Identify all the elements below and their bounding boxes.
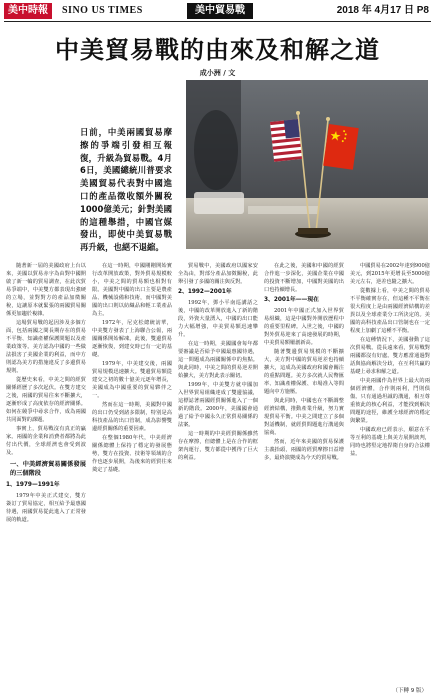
column-5	[350, 262, 430, 690]
paragraph: 在整個1980年代，中美經濟關係總體上保持了穩定的發展態勢，雙方在投資、技術等領域的合作也逐步展開，為後來的經貿往來奠定了基礎。	[92, 435, 172, 473]
flags-photo-illustration	[186, 80, 428, 249]
paragraph: 這場貿易戰的起因涉及多個方面，包括兩國之間長期存在的貿易不平衡、知識產權保護問題以及產業政策等。美方認為中國的一些做法損害了美國企業的利益，而中方則認為美方的措施違反了多邊貿易規則。	[6, 320, 86, 374]
column-1	[6, 262, 86, 690]
paragraph: 這一時期的中美經貿關係雖然存在摩擦，但總體上是在合作的框架內運行，雙方都從中獲得了巨大的利益。	[178, 431, 258, 461]
paragraph: 中國貿易在2002年達到900億美元，到2015年更增長至5000億美元左右，逆差也隨之擴大。	[350, 263, 430, 285]
paragraph: 2001年中國正式加入世界貿易組織，這是中國對外開放歷程中的重要里程碑。入世之後，中國的對外貿易迎來了高速發展的時期，中美貿易額屢創新高。	[264, 308, 344, 346]
paragraph: 1992年，鄧小平南巡講話之後，中國的改革開放進入了新的階段，外資大量湧入，中國的出口能力大幅增強，中美貿易額迅速攀升。	[178, 300, 258, 338]
paragraph: 與此同時，中國也在不斷調整經濟結構，推動產業升級，努力實現貿易平衡。中美之間建立了多個對話機制，就經貿問題進行溝通與協商。	[264, 398, 344, 436]
article-body	[6, 262, 431, 690]
section-heading: 2、1992—2001年	[178, 289, 232, 295]
byline: 成小洲 / 文	[199, 69, 236, 77]
continued-note: （下轉 9 版）	[392, 688, 427, 694]
paragraph: 隨著雙邊貿易規模的不斷擴大，美方對中國的貿易逆差也持續擴大，這成為美國政府和國會關注的重點問題。美方多次就人民幣匯率、知識產權保護、市場准入等問題向中方施壓。	[264, 349, 344, 395]
paragraph: 隨著新一屆的美國政府上台以來，美國以貿易赤字為由對中國開啟了新一輪的貿易調查，在此次貿易爭端中，中美雙方都表現出強硬的立場，並對對方的產品加徵關稅，這讓原本就緊張的兩國貿易關係更加趨於複雜。	[6, 263, 86, 317]
paragraph: 從數據上看，中美之間的貿易不平衡確實存在，但這種不平衡在很大程度上是由兩國經濟結構的差異以及全球產業分工所決定的。美國的高科技產品出口管制也在一定程度上加劇了這種不平衡。	[350, 288, 430, 334]
section-heading: 一、中美經濟貿易關係發展的三個階段	[10, 461, 86, 477]
paragraph: 在此之後，美國和中國的經貿合作進一步深化，美國企業在中國的投資不斷增加，中國對美國的出口也持續增長。	[264, 263, 344, 293]
paragraph: 事實上，貿易戰沒有真正的贏家。兩國的企業和消費者都將為此付出代價，全球經濟也會受到波及。	[6, 426, 86, 456]
paragraph: 1972年，尼克松總統訪華，中美雙方發表了上海聯合公報，兩國關係開始解凍。此後，雙邊貿易逐漸恢復，到建交時已有一定的基礎。	[92, 320, 172, 358]
paragraph: 1979年中美正式建交，雙方簽訂了貿易協定，相互給予最惠國待遇，兩國貿易從此進入了正常發展的軌道。	[6, 493, 86, 523]
column-4	[264, 262, 344, 690]
column-2	[92, 262, 172, 690]
article-title: 中美貿易戰的由來及和解之道	[55, 36, 380, 64]
pull-quote: 日前，中美兩國貿易摩擦的爭端引發相互報復，升級為貿易戰。4月6日，美國總統川普要求美國貿易代表對中國進口的產品徵收額外關稅1000億美元；針對美國的這種舉措，中國官媒發出，即使中美貿易戰再升級，也絕不退縮。	[80, 127, 172, 253]
paragraph: 1999年，中美雙方就中國加入世界貿易組織達成了雙邊協議，這標誌著兩國經貿關係進入了一個新的階段。2000年，美國國會通過了給予中國永久正常貿易關係的法案。	[178, 382, 258, 428]
article-photo	[186, 80, 428, 249]
paragraph: 在這一時期，中國剛剛開始實行改革開放政策，對外貿易規模較小，中美之間的貿易額也相對有限。美國對中國的出口主要是農產品、機械設備和技術，而中國對美國的出口則以紡織品和輕工業產品為主。	[92, 263, 172, 317]
paragraph: 中美兩國作為世界上最大的兩個經濟體，合作則兩利，鬥則俱傷。只有通過坦誠的溝通，相互尊重彼此的核心利益，才能找到解決問題的途徑，維護全球經濟的穩定與繁榮。	[350, 378, 430, 424]
issue-date: 2018 年 4月17 日 P8	[336, 5, 429, 16]
section-heading: 3、2001年——現在	[264, 297, 319, 303]
paragraph: 從歷史來看，中美之間的經貿關係經歷了多次起伏。在雙方建交之後，兩國的貿易往來不斷擴大，逐漸形成了高度依存的經濟關係。如何在競爭中尋求合作，成為兩國共同面對的課題。	[6, 377, 86, 423]
section-heading: 1、1979—1991年	[6, 482, 60, 488]
paragraph: 然而在這一時期，美國對中國的出口仍受到諸多限制，特別是高科技產品的出口管制，成為影響雙邊經貿關係的重要因素。	[92, 402, 172, 432]
brand-logo: 美中時報	[4, 3, 52, 19]
paragraph: 貿易戰中，美國政府以國家安全為由，對部分產品加徵關稅，此舉引發了多國的關注與反對。	[178, 263, 258, 285]
paragraph: 1979年，中美建交後，兩國貿易規模迅速擴大。雙邊貿易額從建交之初的數十億美元逐年增長，美國成為中國重要的貿易夥伴之一。	[92, 361, 172, 399]
english-name: SINO US TIMES	[62, 5, 143, 16]
masthead	[4, 3, 431, 20]
paragraph: 然而，近年來美國的貿易保護主義抬頭，兩國的經貿摩擦日益增多，最終演變成為今天的貿易戰。	[264, 439, 344, 461]
paragraph: 在這一時期，美國國會每年都要審議是否給予中國最惠國待遇，這一問題成為兩國關係中的焦點。與此同時，中美之間的貿易逆差開始擴大，美方對此表示關切。	[178, 341, 258, 379]
paragraph: 中國政府已經表示，願意在平等互利的基礎上與美方展開談判，同時也將堅定地捍衛自身的合法權益。	[350, 427, 430, 457]
paragraph: 在這種情況下，美國發動了這次貿易戰。從長遠來看，貿易戰對兩國都沒有好處。雙方應當通過對話與協商解決分歧，在互利共贏的基礎上尋求和解之道。	[350, 337, 430, 375]
section-label: 美中貿易戰	[187, 3, 253, 19]
masthead-rule	[4, 21, 431, 22]
column-3	[178, 262, 258, 690]
